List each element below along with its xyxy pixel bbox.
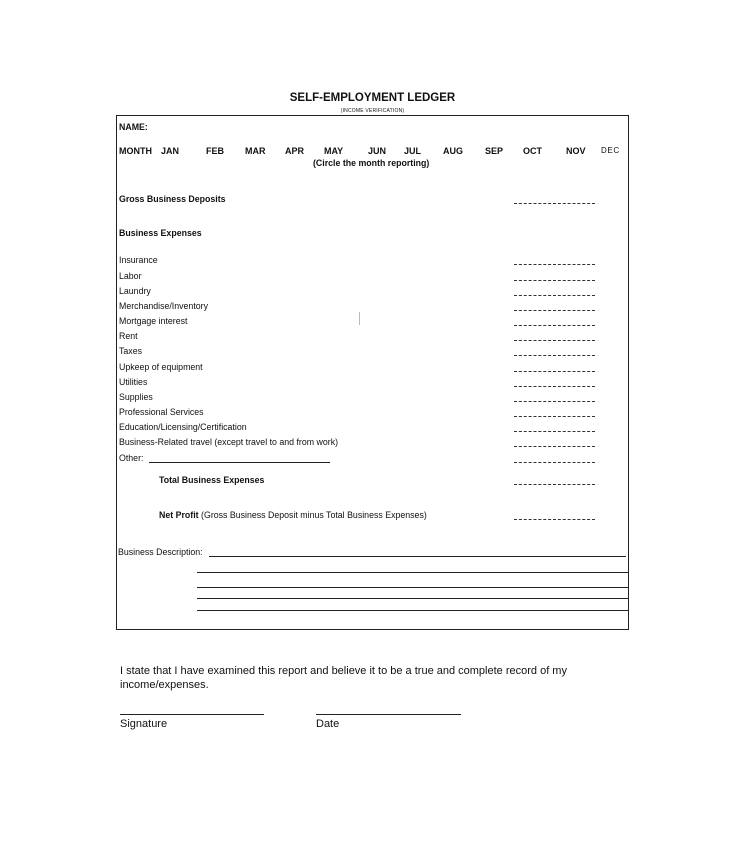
expense-label-professional: Professional Services xyxy=(119,407,204,417)
expense-label-merchandise: Merchandise/Inventory xyxy=(119,301,208,311)
month-may[interactable]: MAY xyxy=(324,146,344,156)
expense-label-laundry: Laundry xyxy=(119,286,151,296)
month-mar[interactable]: MAR xyxy=(245,146,266,156)
expense-field-upkeep[interactable] xyxy=(514,371,595,372)
total-expenses-field[interactable] xyxy=(514,484,595,485)
business-description-line-5[interactable] xyxy=(197,610,628,611)
expense-field-labor[interactable] xyxy=(514,280,595,281)
business-expenses-heading: Business Expenses xyxy=(119,228,202,238)
other-description-field[interactable] xyxy=(149,462,330,463)
expense-label-insurance: Insurance xyxy=(119,255,158,265)
date-line[interactable] xyxy=(316,714,461,715)
expense-label-other: Other: xyxy=(119,453,144,463)
expense-label-upkeep: Upkeep of equipment xyxy=(119,362,203,372)
expense-field-education[interactable] xyxy=(514,431,595,432)
expense-field-taxes[interactable] xyxy=(514,355,595,356)
expense-field-rent[interactable] xyxy=(514,340,595,341)
month-label: MONTH xyxy=(119,146,152,156)
expense-field-merchandise[interactable] xyxy=(514,310,595,311)
month-oct[interactable]: OCT xyxy=(523,146,542,156)
month-jun[interactable]: JUN xyxy=(368,146,387,156)
month-apr[interactable]: APR xyxy=(285,146,305,156)
gross-deposits-field[interactable] xyxy=(514,203,595,204)
expense-label-labor: Labor xyxy=(119,271,142,281)
expense-label-mortgage: Mortgage interest xyxy=(119,316,188,326)
expense-label-supplies: Supplies xyxy=(119,392,153,402)
business-description-line-1[interactable] xyxy=(209,556,626,557)
expense-field-travel[interactable] xyxy=(514,446,595,447)
expense-field-laundry[interactable] xyxy=(514,295,595,296)
business-description-line-4[interactable] xyxy=(197,598,628,599)
month-aug[interactable]: AUG xyxy=(443,146,463,156)
expense-label-education: Education/Licensing/Certification xyxy=(119,422,247,432)
month-nov[interactable]: NOV xyxy=(566,146,586,156)
total-expenses-label: Total Business Expenses xyxy=(159,475,265,485)
ledger-title: SELF-EMPLOYMENT LEDGER xyxy=(289,92,456,104)
text-cursor xyxy=(359,312,360,325)
date-label: Date xyxy=(316,718,340,730)
expense-field-supplies[interactable] xyxy=(514,401,595,402)
net-profit-note: (Gross Business Deposit minus Total Business Expenses) xyxy=(201,510,427,520)
expense-label-rent: Rent xyxy=(119,331,138,341)
business-description-line-3[interactable] xyxy=(197,587,628,588)
month-sep[interactable]: SEP xyxy=(485,146,504,156)
expense-field-insurance[interactable] xyxy=(514,264,595,265)
name-label: NAME: xyxy=(119,122,148,132)
business-description-label: Business Description: xyxy=(118,547,203,557)
expense-field-mortgage[interactable] xyxy=(514,325,595,326)
net-profit-field[interactable] xyxy=(514,519,595,520)
expense-field-other[interactable] xyxy=(514,462,595,463)
month-dec[interactable]: DEC xyxy=(601,146,620,155)
month-jan[interactable]: JAN xyxy=(161,146,180,156)
expense-label-travel: Business-Related travel (except travel to and from work) xyxy=(119,437,339,447)
gross-deposits-label: Gross Business Deposits xyxy=(119,194,226,204)
net-profit-row xyxy=(159,510,427,520)
signature-label: Signature xyxy=(120,718,168,730)
expense-label-utilities: Utilities xyxy=(119,377,148,387)
expense-label-taxes: Taxes xyxy=(119,346,142,356)
month-instruction: (Circle the month reporting) xyxy=(313,158,430,168)
expense-field-utilities[interactable] xyxy=(514,386,595,387)
net-profit-label: Net Profit xyxy=(159,510,199,520)
expense-field-professional[interactable] xyxy=(514,416,595,417)
ledger-subtitle: (INCOME VERIFICATION) xyxy=(340,108,405,114)
business-description-line-2[interactable] xyxy=(197,572,628,573)
signature-line[interactable] xyxy=(120,714,264,715)
month-jul[interactable]: JUL xyxy=(404,146,422,156)
month-feb[interactable]: FEB xyxy=(206,146,224,156)
certification-statement: I state that I have examined this report and believe it to be a true and complete record of my income/expenses. xyxy=(120,665,567,691)
